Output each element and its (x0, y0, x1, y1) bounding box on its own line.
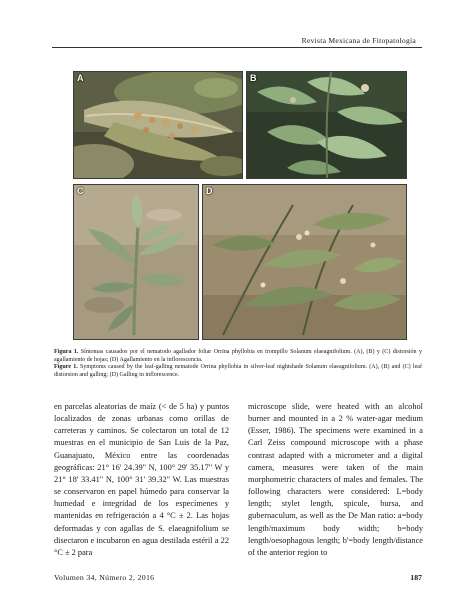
distorted-leaves-photo (247, 72, 406, 178)
caption-text-spanish: Síntomas causados por el nematodo agallador foliar Orrina phyllobia en trompillo Solanum elaeagnifolium. (A), (B) y (C) distorsión y agallamiento de hojas; (D) Agallamiento en la inflorescencia. (54, 349, 422, 363)
plant-on-soil-photo (74, 185, 198, 339)
figure-panel-c (73, 184, 199, 340)
caption-label-english: Figure 1. (54, 364, 78, 370)
panel-label-b: B (250, 73, 257, 83)
volume-footer: Volumen 34, Número 2, 2016 (54, 573, 155, 582)
journal-title: Revista Mexicana de Fitopatología (301, 36, 416, 45)
figure-panel-a (73, 71, 243, 179)
figure-caption-english (54, 364, 422, 379)
panel-label-a: A (77, 73, 84, 83)
caption-label-spanish: Figura 1. (54, 349, 79, 355)
galled-leaf-closeup-photo (74, 72, 242, 178)
panel-label-d: D (206, 186, 213, 196)
header-rule (52, 47, 422, 48)
body-text-right-column: microscope slide, were heated with an alcohol burner and mounted in a 2 % water-agar medium (Esser, 1986). The specimens were examined in a Carl Zeiss compound microscope with a phase contrast adapted with a micrometer and a digital camera, measures were taken of the main morphometric characters of males and females. The following characters were considered: L=body length; stylet length, spicule, bursa, and gubernaculum, as well as the De Man ratio: a=body length/maximum body width; b=body length/oesophagous length; b'=body length/distance of the anterior region to (248, 402, 423, 557)
caption-text-english: Symptoms caused by the leaf-galling nematode Orrina phyllobia in silver-leaf nightshade Solanum elaeagnifolium. (A), (B) and (C) leaf distorsion and galling; (D) Galling in inflorescence. (54, 364, 422, 378)
body-text-left-column: en parcelas aleatorias de maíz (< de 5 ha) y puntos localizados de zonas urbanas como orillas de carreteras y caminos. Se colectaron un total de 12 muestras en el municipio de San Luis de la Paz, Guanajuato, México entre las coordenadas geográficas: 21° 16' 24.39" N, 100° 29' 35.17" W y 21° 18' 33.41" N, 100° 31' 39.32" W. Las muestras se conservaron en papel húmedo para conservar la humedad e integridad de los especímenes y mantenidas en refrigeración a 4 °C ± 2. Las hojas deformadas y con agallas de S. elaeagnifolium se disectaron e incubaron en agua destilada estéril a 22 °C ± 2 para (54, 402, 229, 557)
galled-inflorescence-photo (203, 185, 406, 339)
journal-running-header (252, 36, 416, 45)
page-number: 187 (410, 573, 422, 582)
figure-panel-d (202, 184, 407, 340)
figure-panel-b (246, 71, 407, 179)
figure-caption-spanish (54, 349, 422, 364)
panel-label-c: C (77, 186, 84, 196)
